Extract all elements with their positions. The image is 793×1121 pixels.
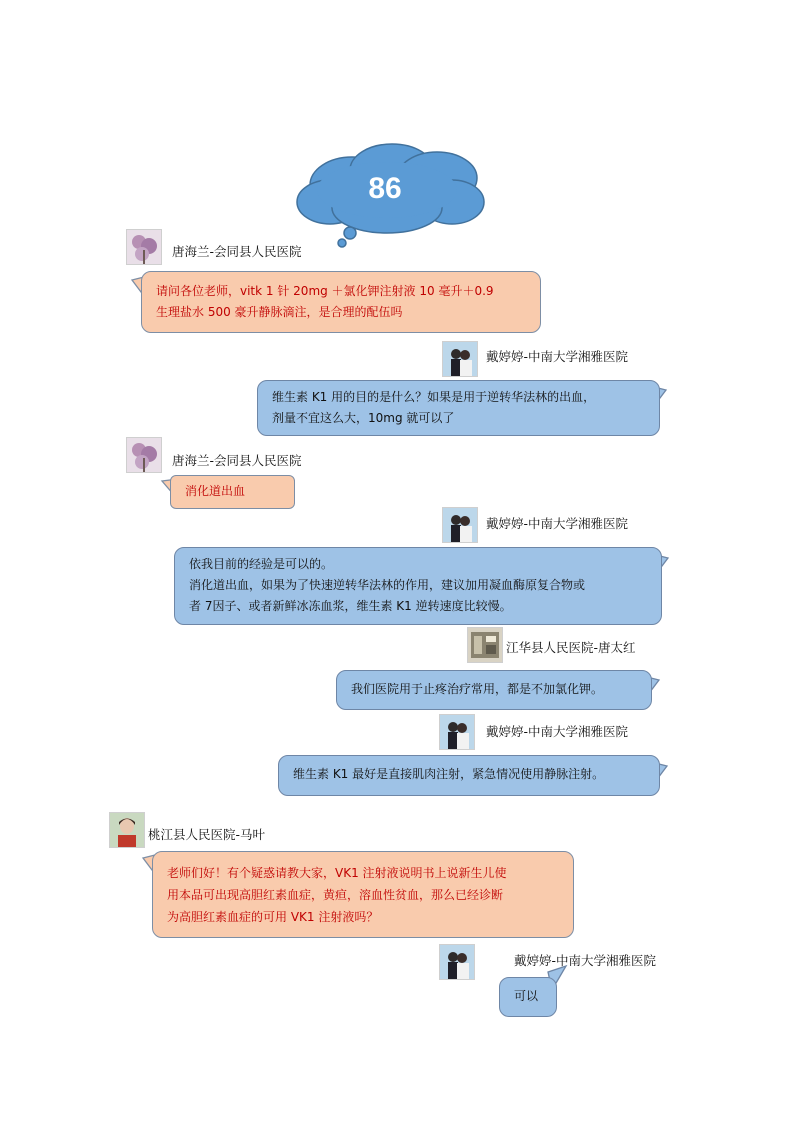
message-line: 可以 (514, 989, 539, 1003)
message-bubble (141, 271, 541, 333)
message-line: 请问各位老师，vitk 1 针 20mg ＋氯化钾注射液 10 毫升＋0.9 (156, 284, 494, 298)
message-line: 为高胆红素血症的可用 VK1 注射液吗？ (167, 910, 379, 924)
message-line: 依我目前的经验是可以的。 (189, 557, 334, 571)
message-line: 老师们好！有个疑惑请教大家，VK1 注射液说明书上说新生儿使 (167, 866, 507, 880)
sender-name: 戴婷婷-中南大学湘雅医院 (486, 516, 629, 531)
message-line: 维生素 K1 用的目的是什么？如果是用于逆转华法林的出血， (272, 390, 596, 404)
message-line: 生理盐水 500 豪升静脉滴注，是合理的配伍吗 (156, 305, 403, 319)
avatar (467, 627, 503, 663)
avatar (126, 437, 162, 473)
message-line: 剂量不宜这么大，10mg 就可以了 (272, 411, 455, 425)
message-line: 用本品可出现高胆红素血症，黄疸，溶血性贫血，那么已经诊断 (167, 888, 504, 902)
message-bubble (174, 547, 662, 625)
message-bubble (336, 670, 652, 710)
message-bubble (257, 380, 660, 436)
avatar (439, 944, 475, 980)
avatar (442, 341, 478, 377)
avatar (109, 812, 145, 848)
message-bubble (499, 977, 557, 1017)
avatar (126, 229, 162, 265)
sender-name: 戴婷婷-中南大学湘雅医院 (486, 349, 629, 364)
sender-name: 唐海兰-会同县人民医院 (172, 453, 302, 468)
message-bubble (170, 475, 295, 509)
page-number: 86 (368, 172, 402, 205)
message-line: 者 7因子、或者新鲜冰冻血浆，维生素 K1 逆转速度比较慢。 (189, 599, 512, 613)
message-bubble (278, 755, 660, 796)
sender-name: 戴婷婷-中南大学湘雅医院 (514, 953, 657, 968)
sender-name: 桃江县人民医院-马叶 (148, 827, 266, 842)
message-line: 消化道出血，如果为了快速逆转华法林的作用，建议加用凝血酶原复合物或 (189, 578, 586, 592)
message-line: 维生素 K1 最好是直接肌肉注射，紧急情况使用静脉注射。 (293, 767, 605, 781)
sender-name: 戴婷婷-中南大学湘雅医院 (486, 724, 629, 739)
message-line: 我们医院用于止疼治疗常用，都是不加氯化钾。 (351, 682, 604, 696)
sender-name: 唐海兰-会同县人民医院 (172, 244, 302, 259)
message-bubble (152, 851, 574, 938)
sender-name: 江华县人民医院-唐太红 (506, 640, 636, 655)
avatar (439, 714, 475, 750)
message-line: 消化道出血 (185, 484, 246, 498)
avatar (442, 507, 478, 543)
